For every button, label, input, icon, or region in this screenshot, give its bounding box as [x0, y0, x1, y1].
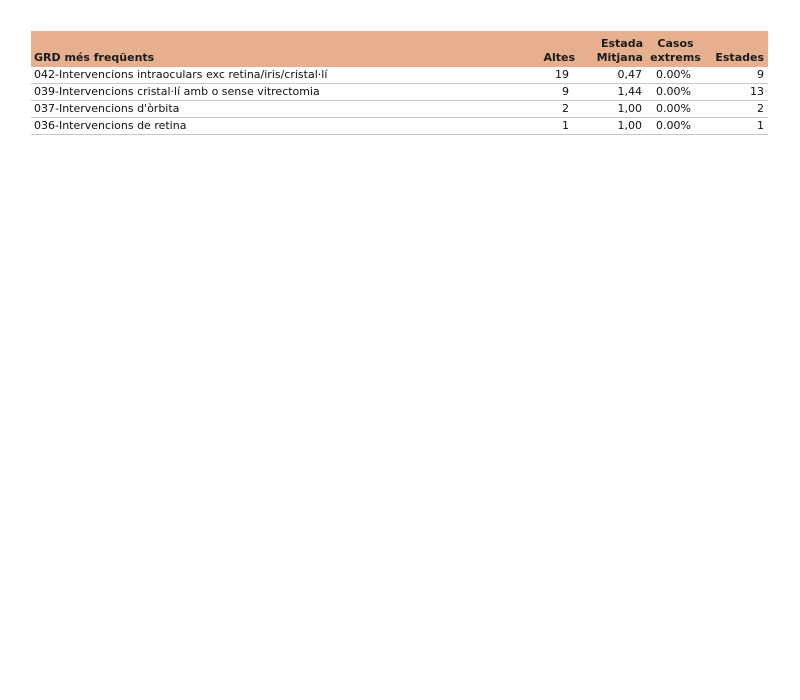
header-altes: Altes	[543, 51, 575, 64]
header-estades: Estades	[715, 51, 764, 64]
table-header	[31, 31, 768, 67]
table-row	[31, 67, 768, 84]
cell-altes: 9	[527, 84, 577, 101]
cell-altes: 19	[527, 67, 577, 84]
cell-grd: 036-Intervencions de retina	[31, 118, 527, 135]
table-row	[31, 84, 768, 101]
table-body	[31, 67, 768, 135]
header-estada-line1: Estada	[600, 37, 643, 50]
cell-estada-mitjana: 0,47	[577, 67, 645, 84]
cell-grd: 042-Intervencions intraoculars exc retina/iris/cristal·lí	[31, 67, 527, 84]
cell-casos-extrems: 0.00%	[645, 101, 706, 118]
cell-altes: 2	[527, 101, 577, 118]
cell-estades: 13	[706, 84, 768, 101]
cell-estada-mitjana: 1,00	[577, 118, 645, 135]
header-estada-line2: Mitjana	[596, 51, 643, 64]
table-row	[31, 118, 768, 135]
cell-estades: 9	[706, 67, 768, 84]
header-casos-line2: extrems	[650, 51, 701, 64]
cell-estades: 2	[706, 101, 768, 118]
cell-grd: 037-Intervencions d'òrbita	[31, 101, 527, 118]
cell-estada-mitjana: 1,00	[577, 101, 645, 118]
header-grd: GRD més freqüents	[34, 51, 155, 64]
header-casos-extrems	[645, 31, 706, 67]
grd-table	[31, 31, 768, 135]
table-row	[31, 101, 768, 118]
cell-casos-extrems: 0.00%	[645, 67, 706, 84]
header-casos-line1: Casos	[657, 37, 694, 50]
cell-grd: 039-Intervencions cristal·lí amb o sense vitrectomia	[31, 84, 527, 101]
cell-casos-extrems: 0.00%	[645, 118, 706, 135]
header-estada-mitjana	[577, 31, 645, 67]
cell-casos-extrems: 0.00%	[645, 84, 706, 101]
cell-estada-mitjana: 1,44	[577, 84, 645, 101]
header-row	[31, 31, 768, 67]
cell-estades: 1	[706, 118, 768, 135]
cell-altes: 1	[527, 118, 577, 135]
